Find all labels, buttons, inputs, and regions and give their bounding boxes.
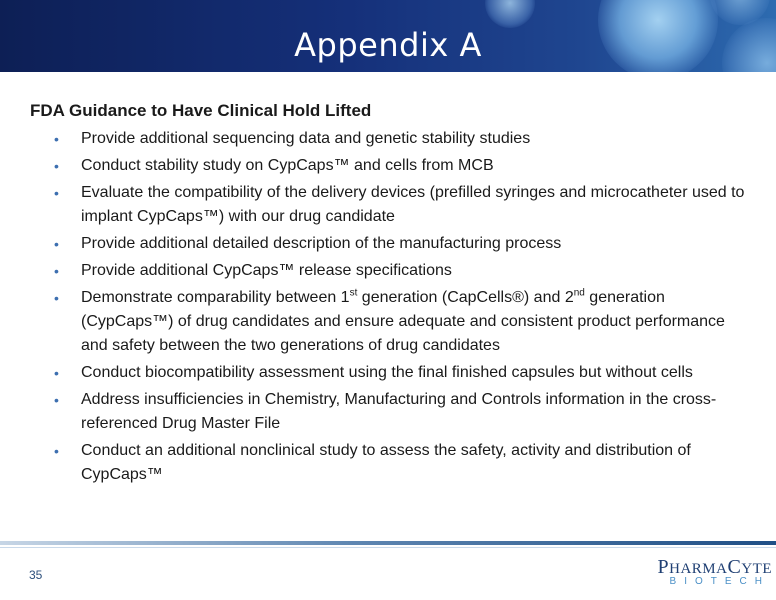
bullet-icon: • — [54, 443, 59, 459]
logo-letter: P — [657, 556, 670, 578]
bullet-item — [52, 154, 752, 178]
bullet-icon: • — [54, 365, 59, 381]
logo-letter: C — [727, 556, 742, 578]
section-heading: FDA Guidance to Have Clinical Hold Lifted — [30, 101, 372, 120]
superscript: st — [349, 287, 358, 299]
bullet-list — [52, 127, 752, 490]
bullet-text: Address insufficiencies in Chemistry, Manufacturing and Controls information in the cross-referenced Drug Master File — [81, 391, 717, 432]
bullet-item — [52, 388, 752, 436]
bullet-icon: • — [54, 290, 59, 306]
logo-subtitle: BIOTECH — [669, 576, 770, 587]
bullet-text-part: Demonstrate comparability between 1 — [81, 289, 350, 306]
bullet-text: Conduct biocompatibility assessment using the final finished capsules but without cells — [81, 364, 693, 381]
bullet-icon: • — [54, 185, 59, 201]
bullet-icon: • — [54, 131, 59, 147]
pharmacyte-logo — [612, 556, 772, 592]
bullet-text: Evaluate the compatibility of the delivery devices (prefilled syringes and microcatheter used to implant CypCaps™) with our drug candidate — [81, 184, 745, 225]
bullet-item — [52, 439, 752, 487]
bullet-item — [52, 361, 752, 385]
bullet-text: Conduct an additional nonclinical study to assess the safety, activity and distribution of CypCaps™ — [81, 442, 691, 483]
bullet-text: Provide additional detailed description of the manufacturing process — [81, 235, 562, 252]
bullet-text: Conduct stability study on CypCaps™ and cells from MCB — [81, 157, 494, 174]
footer-divider-thin — [0, 547, 776, 548]
header-banner — [0, 0, 776, 72]
bullet-item — [52, 259, 752, 283]
bullet-text-part: generation (CapCells®) and 2 — [357, 289, 574, 306]
bullet-text: Provide additional CypCaps™ release specifications — [81, 262, 452, 279]
bullet-item — [52, 127, 752, 151]
logo-letters: YTE — [741, 561, 772, 577]
bullet-icon: • — [54, 158, 59, 174]
bullet-text — [81, 289, 725, 354]
bullet-item — [52, 232, 752, 256]
bullet-icon: • — [54, 236, 59, 252]
slide-title: Appendix A — [294, 26, 482, 64]
superscript: nd — [573, 287, 585, 299]
bullet-icon: • — [54, 392, 59, 408]
bullet-text-part: generation (CypCaps™) of drug candidates and ensure adequate and consistent product performance and safety between the two generations of drug candidates — [81, 289, 725, 354]
bullet-item — [52, 181, 752, 229]
footer-divider — [0, 541, 776, 545]
page-number: 35 — [29, 568, 43, 582]
bullet-text: Provide additional sequencing data and genetic stability studies — [81, 130, 531, 147]
bullet-item — [52, 286, 752, 358]
bullet-icon: • — [54, 263, 59, 279]
logo-letters: HARMA — [669, 561, 728, 577]
